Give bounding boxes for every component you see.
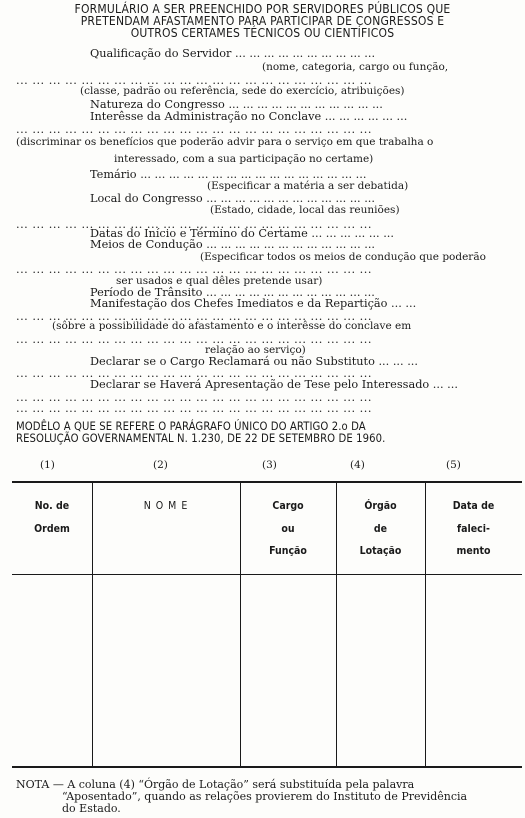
dotted-leader: ... ... ... ... ... ... ... ... ... ... ... ... ... ... ... ... ... ... ... ... ... ... [16, 333, 372, 346]
column-number-3: (3) [262, 459, 277, 471]
field-substituto: Declarar se o Cargo Reclamará ou não Substituto ... ... ... [90, 355, 418, 368]
hint-beneficios: (discriminar os benefícios que poderão advir para o serviço em que trabalha o [16, 136, 434, 148]
header-cargo-line-3: Função [269, 545, 307, 557]
hint-classe-padrao: (classe, padrão ou referência, sede do exercício, atribuições) [80, 85, 405, 97]
footnote-line-2: “Aposentado”, quando as relações provierem do Instituto de Previdência [62, 790, 468, 803]
hint-materia: (Especificar a matéria a ser debatida) [207, 180, 409, 192]
dotted-leader: ... ... ... ... ... ... ... ... ... ... ... ... ... ... ... ... ... ... ... ... ... ... [16, 74, 372, 87]
header-data-line-1: Data de [452, 500, 495, 512]
header-orgao-line-1: Órgão [364, 500, 397, 512]
field-interesse: Interêsse da Administração no Conclave ... ... ... ... ... ... [90, 110, 408, 123]
header-nome [92, 495, 240, 518]
footnote-line-3: do Estado. [62, 802, 121, 815]
header-no-ordem-line-3: Ordem [34, 522, 70, 535]
header-data-line-3: mento [456, 545, 491, 557]
hint-relacao: relação ao serviço) [205, 344, 306, 356]
model-heading-line-1: MODÊLO A QUE SE REFERE O PARÁGRAFO ÚNICO DO ARTIGO 2.o DA [16, 420, 366, 433]
field-natureza: Natureza do Congresso ... ... ... ... ... ... ... ... ... ... ... [90, 98, 383, 111]
header-orgao-lotacao [336, 495, 425, 563]
dotted-leader: ... ... ... ... ... ... ... ... ... ... ... ... ... ... ... ... ... ... ... ... ... ... [16, 123, 372, 136]
dotted-leader: ... ... ... ... ... ... ... ... ... ... ... ... ... ... ... ... ... ... ... ... ... ... [16, 402, 372, 415]
column-number-4: (4) [350, 459, 365, 471]
header-cargo-funcao [240, 495, 336, 563]
field-local: Local do Congresso ... ... ... ... ... ... ... ... ... ... ... ... [90, 192, 375, 205]
field-temario: Temário ... ... ... ... ... ... ... ... ... ... ... ... ... ... ... ... [90, 168, 367, 181]
dotted-leader: ... ... ... ... ... ... ... ... ... ... ... ... ... ... ... ... ... ... ... ... ... ... [16, 367, 372, 380]
footnote-line-1: NOTA — A coluna (4) “Órgão de Lotação” será substituída pela palavra [16, 778, 415, 791]
column-number-5: (5) [446, 459, 461, 471]
header-cargo-line-2: ou [281, 522, 295, 535]
header-nome-line-2: N O M E [143, 500, 189, 512]
header-no-ordem-line-1: No. de [34, 500, 70, 512]
column-number-1: (1) [40, 459, 55, 471]
field-manifestacao: Manifestação dos Chefes Imediatos e da Repartição ... ... [90, 297, 417, 310]
header-cargo-line-1: Cargo [272, 500, 304, 512]
field-tese: Declarar se Haverá Apresentação de Tese pelo Interessado ... ... [90, 378, 458, 391]
hint-interessado: interessado, com a sua participação no certame) [114, 153, 374, 165]
field-datas: Datas do Início e Término do Certame ... ... ... ... ... ... [90, 227, 394, 240]
footnote [16, 779, 521, 815]
table-header-divider [12, 574, 522, 575]
field-meios: Meios de Condução ... ... ... ... ... ... ... ... ... ... ... ... [90, 238, 376, 251]
field-qualificacao: Qualificação do Servidor ... ... ... ... ... ... ... ... ... ... [90, 47, 376, 60]
dotted-leader: ... ... ... ... ... ... ... ... ... ... ... ... ... ... ... ... ... ... ... ... ... ... [16, 218, 372, 231]
hint-sobre-possibilidade: (sôbre a possibilidade do afastamento e o interêsse do conclave em [52, 320, 412, 332]
field-periodo: Período de Trânsito ... ... ... ... ... ... ... ... ... ... ... ... [90, 286, 375, 299]
form-title-line-3: OUTROS CERTAMES TÉCNICOS OU CIENTÍFICOS [130, 26, 395, 40]
dotted-leader: ... ... ... ... ... ... ... ... ... ... ... ... ... ... ... ... ... ... ... ... ... ... [16, 310, 372, 323]
hint-nome-categoria: (nome, categoria, cargo ou função, [262, 61, 449, 73]
hint-meios: (Especificar todos os meios de condução que poderão [200, 251, 486, 263]
dotted-leader: ... ... ... ... ... ... ... ... ... ... ... ... ... ... ... ... ... ... ... ... ... ... [16, 391, 372, 404]
header-orgao-line-3: Lotação [359, 545, 402, 557]
header-data-falecimento [425, 495, 522, 563]
dotted-leader: ... ... ... ... ... ... ... ... ... ... ... ... ... ... ... ... ... ... ... ... ... ... [16, 263, 372, 276]
column-divider [92, 483, 93, 766]
form-title-line-2: PRETENDAM AFASTAMENTO PARA PARTICIPAR DE CONGRESSOS E [80, 14, 445, 28]
header-data-line-2: faleci- [457, 522, 490, 535]
hint-estado-cidade: (Estado, cidade, local das reuniões) [210, 204, 400, 216]
header-no-ordem [12, 495, 92, 540]
hint-ser-usados: ser usados e qual dêles pretende usar) [116, 275, 323, 287]
column-number-2: (2) [153, 459, 168, 471]
header-orgao-line-2: de [373, 522, 388, 535]
model-table [12, 481, 522, 768]
model-heading-line-2: RESOLUÇÃO GOVERNAMENTAL N. 1.230, DE 22 DE SETEMBRO DE 1960. [16, 432, 386, 445]
form-title-line-1: FORMULÁRIO A SER PREENCHIDO POR SERVIDORES PÚBLICOS QUE [74, 2, 451, 16]
